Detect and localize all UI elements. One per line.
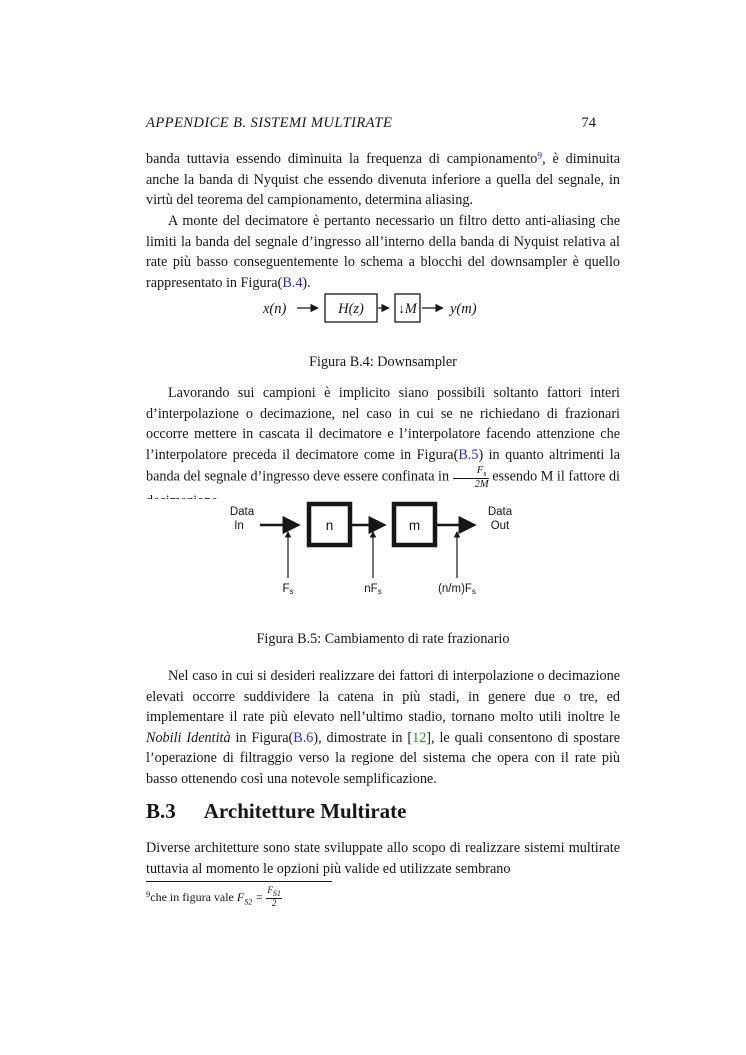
inline-fraction-fs-2m: $\frac{F_s}{2M}$ bbox=[453, 465, 489, 491]
paragraph-text: Nel caso in cui si desideri realizzare dei fattori di interpolazione o decimazione elevati occorre suddividere la catena in più stadi, in genere due o tre, ed implementare il rate più elevato nell’ultimo stadio, tornano molto utili inoltre le bbox=[146, 668, 620, 725]
figure-b4-downsampler-diagram bbox=[146, 292, 620, 332]
fig-b4-decimator-label: ↓M bbox=[398, 301, 417, 317]
paragraph-text: , è diminuita anche la banda di Nyquist che essendo divenuta inferiore a quella del segnale, in virtù del teorema del campionamento, determina aliasing. bbox=[146, 151, 620, 208]
figure-b5-link[interactable]: B.5 bbox=[458, 446, 479, 463]
fig-b5-interpolator-label: n bbox=[325, 518, 334, 533]
paragraph-text: essendo M il fattore di decimazione. bbox=[146, 468, 620, 509]
down-arrow-icon: ↓ bbox=[398, 301, 405, 316]
figure-b5-caption: Figura B.5: Cambiamento di rate frazionario bbox=[256, 631, 510, 647]
paragraph-text: ). bbox=[302, 274, 311, 291]
figure-b6-link[interactable]: B.6 bbox=[293, 729, 314, 746]
footnote-rule bbox=[146, 881, 332, 882]
running-head bbox=[146, 115, 620, 132]
paragraph-lavorando bbox=[146, 383, 620, 511]
fig-b5-data-in-label-2: In bbox=[234, 520, 244, 532]
paragraph-text: ), dimostrate in [ bbox=[313, 729, 413, 746]
paragraph-banda bbox=[146, 149, 620, 211]
fig-b4-filter-label: H(z) bbox=[338, 301, 364, 317]
fig-b5-decimator-label: m bbox=[408, 518, 421, 533]
footnote-marker: 9 bbox=[146, 889, 151, 900]
paragraph-diverse: Diverse architetture sono state sviluppate allo scopo di realizzare sistemi multirate tuttavia al momento le opzioni più valide ed utilizzate sembrano bbox=[146, 840, 620, 877]
paragraph-text: in Figura( bbox=[230, 729, 294, 746]
fig-b5-data-in-label: Data bbox=[229, 506, 255, 518]
citation-12-link[interactable]: 12 bbox=[412, 729, 427, 746]
figure-b4-caption: Figura B.4: Downsampler bbox=[309, 354, 457, 370]
figure-b4-link[interactable]: B.4 bbox=[282, 274, 303, 291]
paragraph-text: Lavorando sui campioni è implicito siano possibili soltanto fattori interi d’interpolazione o decimazione, nel caso in cui se ne richiedano di frazionari occorre mettere in cascata il decimatore e l’interpolatore facendo attenzione che l’interpolatore preceda il decimatore come in Figura( bbox=[146, 385, 620, 463]
fig-b4-input-signal-label: x(n) bbox=[263, 301, 287, 317]
equals-sign: = bbox=[252, 890, 267, 905]
footnote-reference-link[interactable]: 9 bbox=[537, 151, 543, 162]
running-head-title: APPENDICE B. SISTEMI MULTIRATE bbox=[146, 115, 393, 131]
fig-b5-data-out-label-2: Out bbox=[490, 520, 510, 532]
footnote bbox=[146, 886, 620, 911]
fig-b5-rate1-label: Fs bbox=[282, 583, 294, 596]
page-number: 74 bbox=[581, 115, 596, 131]
section-title: Architetture Multirate bbox=[203, 799, 407, 823]
paragraph-a-monte bbox=[146, 211, 620, 293]
paragraph-nel-caso bbox=[146, 666, 620, 789]
section-number: B.3 bbox=[146, 799, 176, 823]
section-heading-b3 bbox=[146, 799, 620, 824]
fig-b5-rate3-label: (n/m)Fs bbox=[438, 583, 476, 596]
emphasized-term: Nobili Identità bbox=[146, 729, 231, 746]
paragraph-text: A monte del decimatore è pertanto necessario un filtro detto anti-aliasing che limiti la banda del segnale d’ingresso all’interno della banda di Nyquist relativa al rate più basso conseguentemente lo schema a blocchi del downsampler è quello rappresentato in Figura( bbox=[146, 213, 620, 291]
paragraph-text: ], le quali consentono di spostare l’operazione di filtraggio verso la regione del sistema che opera con il rate più basso ottenendo così una notevole semplificazione. bbox=[146, 729, 620, 787]
fig-b4-output-signal-label: y(m) bbox=[450, 301, 477, 317]
footnote-formula-lhs: $F_{S2}$ bbox=[236, 890, 253, 907]
fig-b5-rate2-label: nFs bbox=[364, 583, 382, 596]
figure-b5-rate-change-diagram bbox=[146, 499, 620, 599]
paragraph-text: banda tuttavia essendo diminuita la frequenza di campionamento bbox=[146, 151, 538, 167]
footnote-text: che in figura vale bbox=[150, 890, 237, 905]
fig-b5-data-out-label: Data bbox=[487, 506, 513, 518]
paragraph-text: ) in quanto altrimenti la banda del segnale d’ingresso deve essere confinata in bbox=[146, 446, 620, 485]
footnote-fraction: $\frac{F_{S1}}{2}$ bbox=[267, 885, 281, 909]
